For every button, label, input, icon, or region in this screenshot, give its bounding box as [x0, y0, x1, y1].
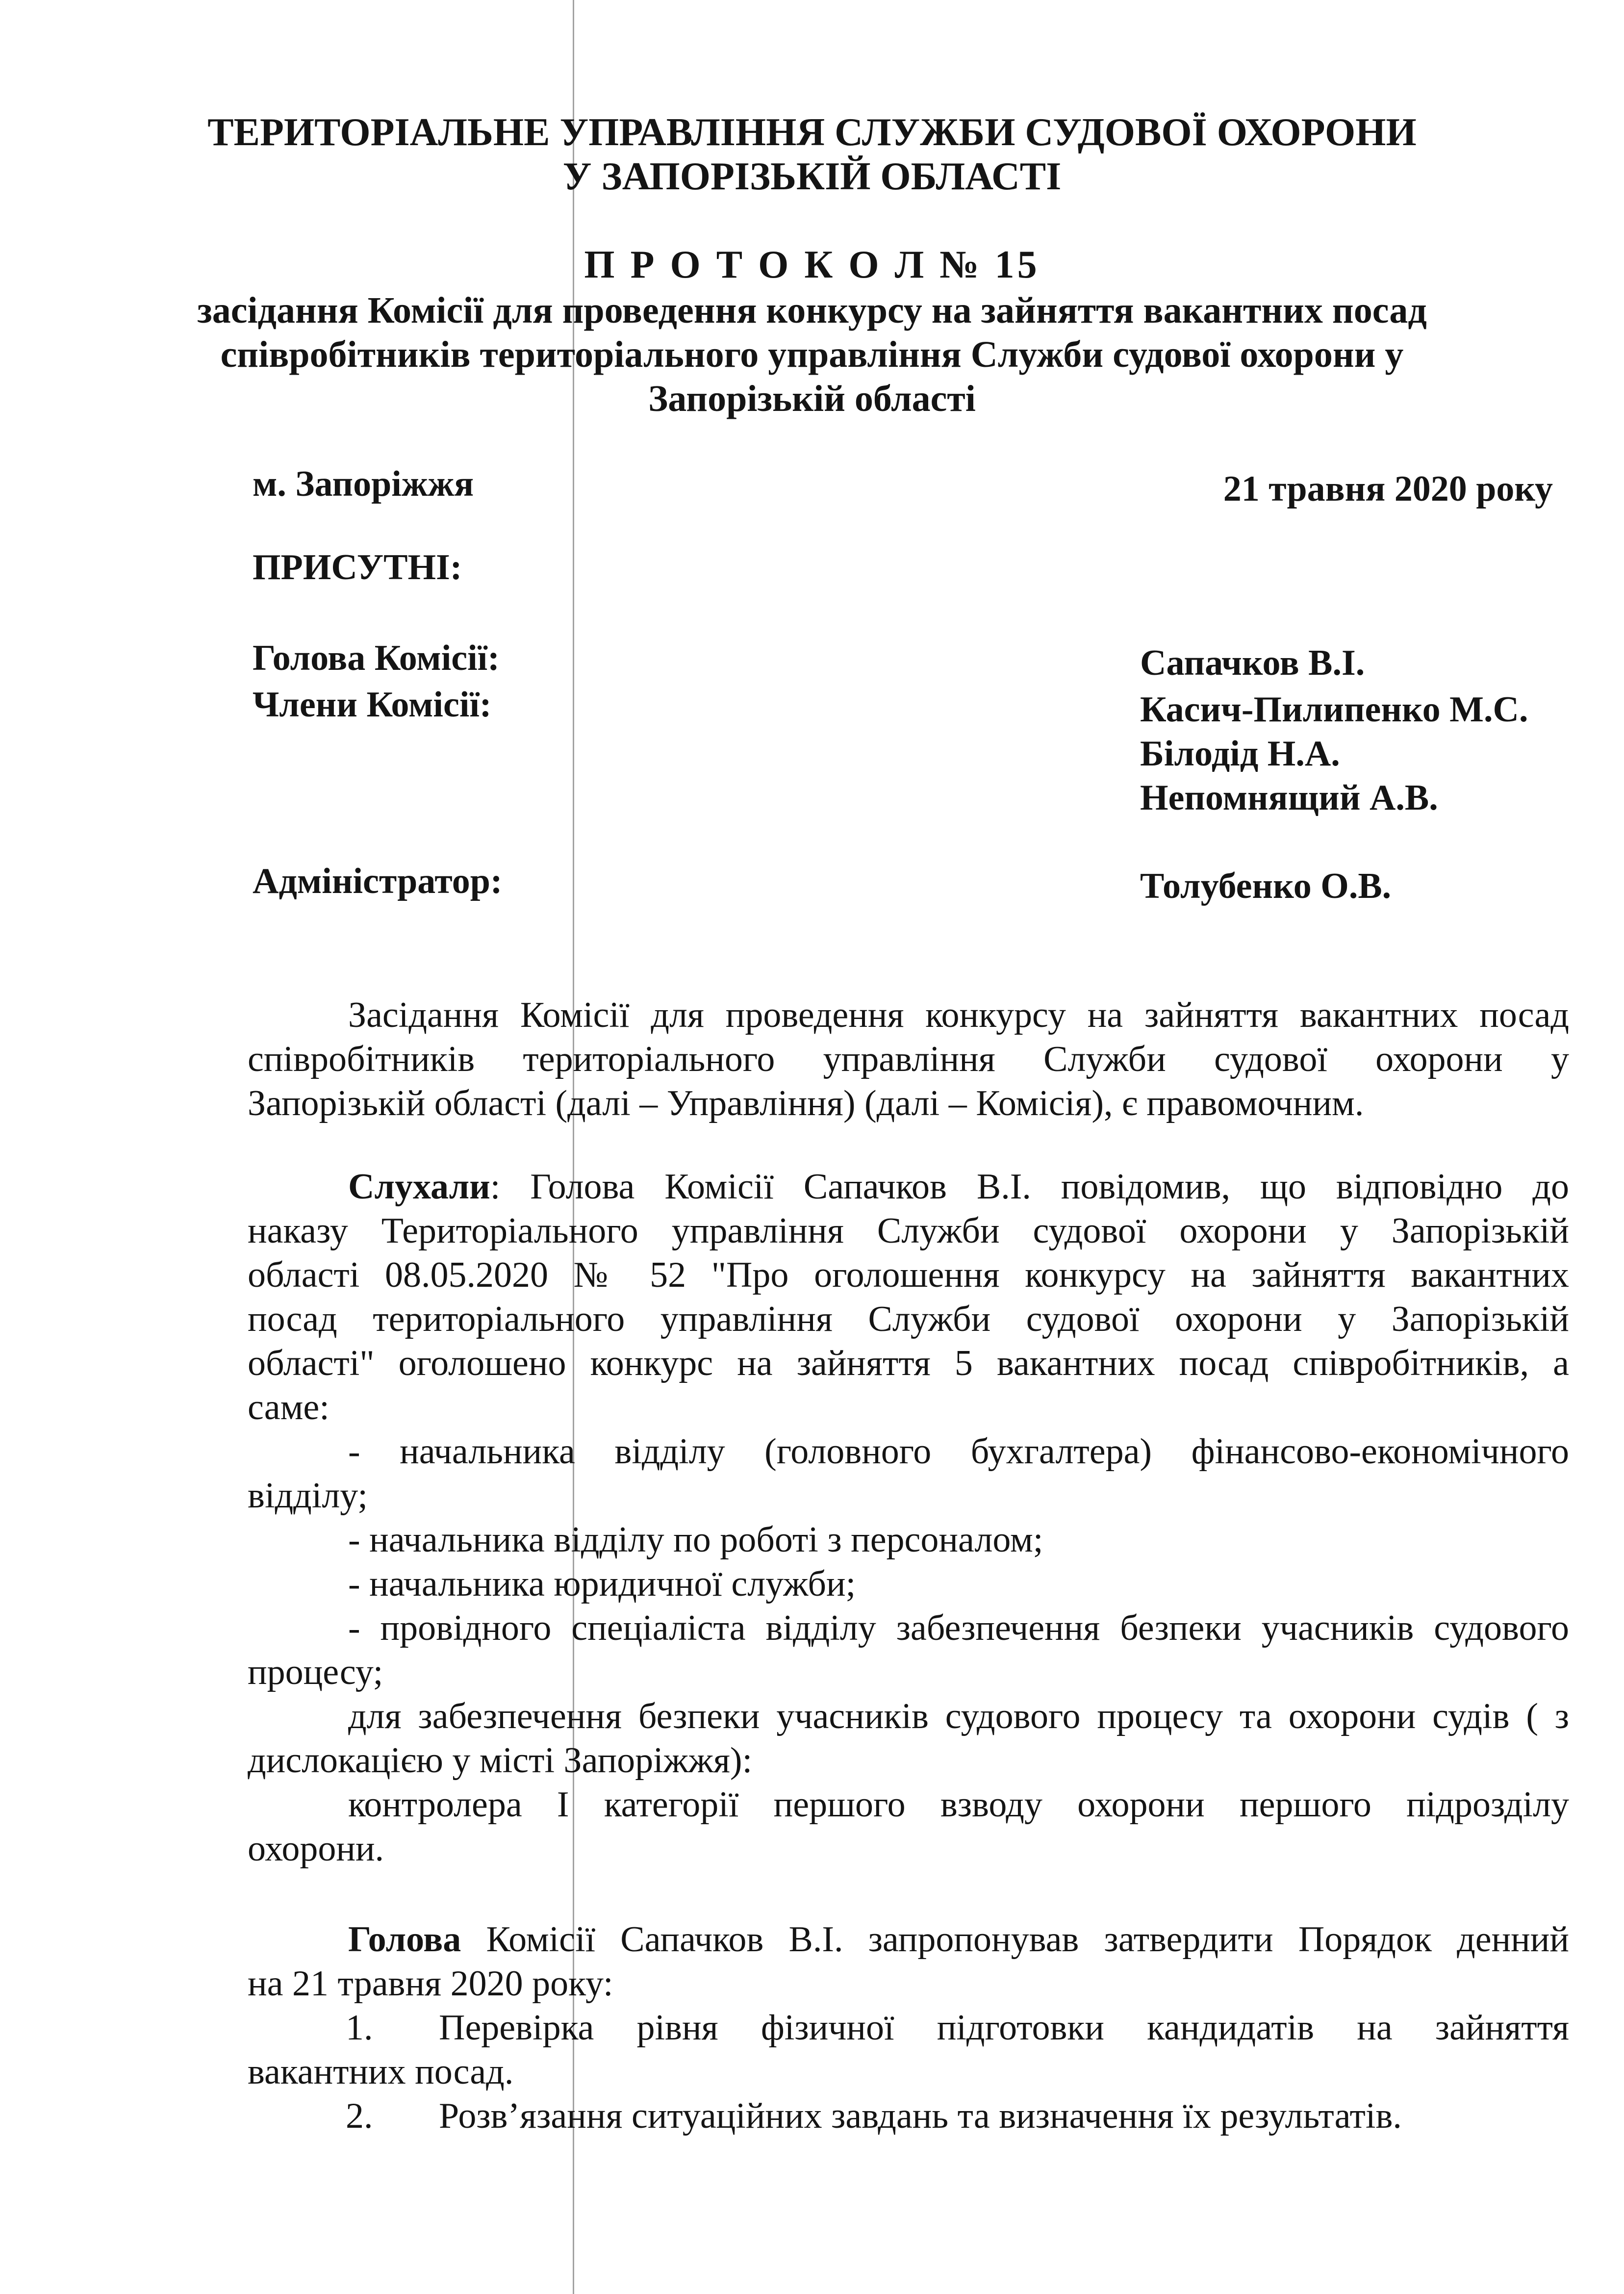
position-item: - начальника відділу по роботі з персоналом;	[348, 1520, 1043, 1560]
agenda-label: Голова	[348, 1919, 461, 1960]
chair-label: Голова Комісії:	[253, 638, 500, 678]
heard-line: саме:	[248, 1387, 330, 1427]
member-name: Білодід Н.А.	[1140, 734, 1340, 774]
intro-line: Запорізькій області (далі – Управління) (далі – Комісія), є правомочним.	[248, 1083, 1364, 1123]
heard-line: охорони.	[248, 1829, 384, 1869]
heard-line: області 08.05.2020 № 52 "Про оголошення конкурсу на зайняття вакантних	[248, 1255, 1569, 1295]
position-item: відділу;	[248, 1476, 368, 1516]
protocol-title: П Р О Т О К О Л № 15	[584, 243, 1040, 286]
heard-paragraph	[248, 1165, 1569, 1871]
member-name: Непомнящий А.В.	[1140, 778, 1438, 818]
org-name-line1: ТЕРИТОРІАЛЬНЕ УПРАВЛІННЯ СЛУЖБИ СУДОВОЇ ОХОРОНИ	[207, 111, 1417, 154]
protocol-date: 21 травня 2020 року	[1223, 469, 1553, 509]
chair-name: Сапачков В.І.	[1140, 643, 1365, 683]
position-item: - начальника відділу (головного бухгалтера) фінансово-економічного	[348, 1431, 1569, 1472]
attendees-heading: ПРИСУТНІ:	[253, 547, 462, 587]
position-item: - провідного спеціаліста відділу забезпечення безпеки учасників судового	[348, 1608, 1569, 1648]
members-label: Члени Комісії:	[253, 685, 492, 725]
heard-line: для забезпечення безпеки учасників судового процесу та охорони судів ( з	[348, 1696, 1569, 1736]
intro-paragraph	[248, 993, 1569, 1125]
intro-line: співробітників територіального управління Служби судової охорони у	[248, 1039, 1569, 1079]
agenda-line: на 21 травня 2020 року:	[248, 1963, 613, 2004]
heard-line: дислокацією у місті Запоріжжя):	[248, 1740, 753, 1781]
position-item: процесу;	[248, 1652, 383, 1692]
agenda-item-text: Розв’язання ситуаційних завдань та визначення їх результатів.	[439, 2096, 1402, 2136]
agenda-item	[248, 2094, 1569, 2138]
org-name-line2: У ЗАПОРІЗЬКІЙ ОБЛАСТІ	[562, 155, 1062, 198]
heard-label: Слухали	[348, 1167, 490, 1207]
member-name: Касич-Пилипенко М.С.	[1140, 689, 1528, 730]
subtitle-line2: співробітників територіального управління Служби судової охорони у	[220, 334, 1404, 375]
heard-line: Слухали: Голова Комісії Сапачков В.І. повідомив, що відповідно до	[348, 1167, 1569, 1207]
position-item: контролера І категорії першого взводу охорони першого підрозділу	[348, 1784, 1569, 1825]
subtitle-line3: Запорізькій області	[648, 378, 976, 419]
heard-line: посад територіального управління Служби судової охорони у Запорізькій	[248, 1299, 1569, 1339]
city: м. Запоріжжя	[253, 464, 474, 504]
agenda-line: Голова Комісії Сапачков В.І. запропонував затвердити Порядок денний	[348, 1919, 1569, 1960]
position-item: - начальника юридичної служби;	[348, 1564, 856, 1604]
agenda-item-text: вакантних посад.	[248, 2052, 514, 2092]
admin-name: Толубенко О.В.	[1140, 866, 1392, 906]
agenda-item-text: Перевірка рівня фізичної підготовки кандидатів на зайняття	[439, 2008, 1569, 2048]
agenda-item-number: 1.	[346, 2008, 373, 2048]
subtitle-line1: засідання Комісії для проведення конкурсу на зайняття вакантних посад	[197, 290, 1427, 331]
heard-line: наказу Територіального управління Служби судової охорони у Запорізькій	[248, 1211, 1569, 1251]
agenda-item	[248, 2006, 1569, 2050]
intro-line: Засідання Комісії для проведення конкурсу на зайняття вакантних посад	[348, 995, 1569, 1035]
agenda-paragraph	[248, 1917, 1569, 2138]
agenda-item-number: 2.	[346, 2096, 373, 2136]
heard-line: області" оголошено конкурс на зайняття 5 вакантних посад співробітників, а	[248, 1343, 1569, 1383]
admin-label: Адміністратор:	[253, 861, 503, 901]
